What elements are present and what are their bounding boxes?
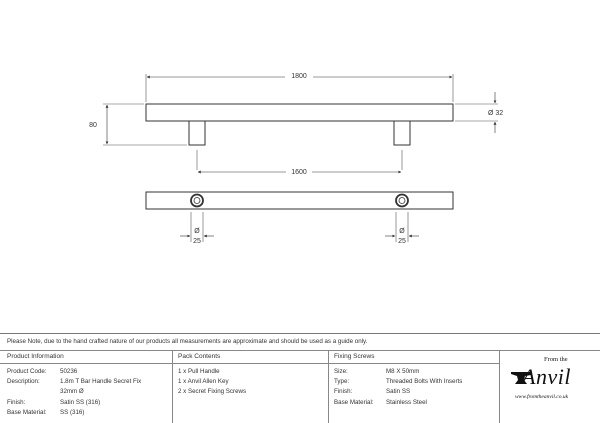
bar-diameter-label: Ø 32 — [488, 110, 504, 117]
fixing-hole-left — [191, 195, 203, 207]
finish-label: Finish: — [7, 399, 26, 406]
product-info-heading: Product Information — [7, 353, 64, 360]
description-value-line2: 32mm Ø — [60, 388, 84, 395]
screw-base-material-label: Base Material: — [334, 399, 374, 406]
screw-finish-label: Finish: — [334, 388, 353, 395]
screw-base-material-value: Stainless Steel — [386, 399, 427, 406]
standoff-left — [189, 121, 205, 145]
from-the-anvil-logo — [508, 356, 594, 418]
description-label: Description: — [7, 378, 40, 385]
projection-label: 80 — [89, 122, 97, 129]
disclaimer-note: Please Note, due to the hand crafted nature of our products all measurements are approximate and should be used as a guide only. — [7, 338, 368, 345]
screw-type-value: Threaded Bolts With Inserts — [386, 378, 463, 385]
base-material-label: Base Material: — [7, 409, 47, 416]
pack-item: 2 x Secret Fixing Screws — [178, 388, 247, 395]
screw-finish-value: Satin SS — [386, 388, 411, 395]
base-material-value: SS (316) — [60, 409, 85, 416]
finish-value: Satin SS (316) — [60, 399, 101, 406]
left-hole-diameter-symbol: Ø — [194, 228, 200, 235]
product-code-value: 50236 — [60, 368, 78, 375]
right-hole-diameter-value: 25 — [398, 238, 406, 245]
description-value: 1.8m T Bar Handle Secret Fix — [60, 378, 142, 385]
handle-bar-plan-view — [146, 192, 453, 209]
product-code-label: Product Code: — [7, 368, 47, 375]
pack-item: 1 x Anvil Allen Key — [178, 378, 229, 385]
fixing-screws-heading: Fixing Screws — [334, 353, 375, 360]
screw-size-value: M8 X 50mm — [386, 368, 420, 375]
logo-brand-name: Anvil — [522, 364, 571, 389]
fixing-hole-right — [396, 195, 408, 207]
left-hole-diameter-value: 25 — [193, 238, 201, 245]
handle-bar-side-view — [146, 104, 453, 121]
screw-size-label: Size: — [334, 368, 348, 375]
centres-label: 1600 — [291, 169, 307, 176]
logo-url: www.fromtheanvil.co.uk — [515, 394, 569, 400]
pack-item: 1 x Pull Handle — [178, 368, 220, 375]
pack-contents-heading: Pack Contents — [178, 353, 221, 360]
screw-type-label: Type: — [334, 378, 350, 385]
right-hole-diameter-symbol: Ø — [399, 228, 405, 235]
logo-from-the: From the — [544, 356, 568, 363]
standoff-right — [394, 121, 410, 145]
overall-length-label: 1800 — [291, 73, 307, 80]
